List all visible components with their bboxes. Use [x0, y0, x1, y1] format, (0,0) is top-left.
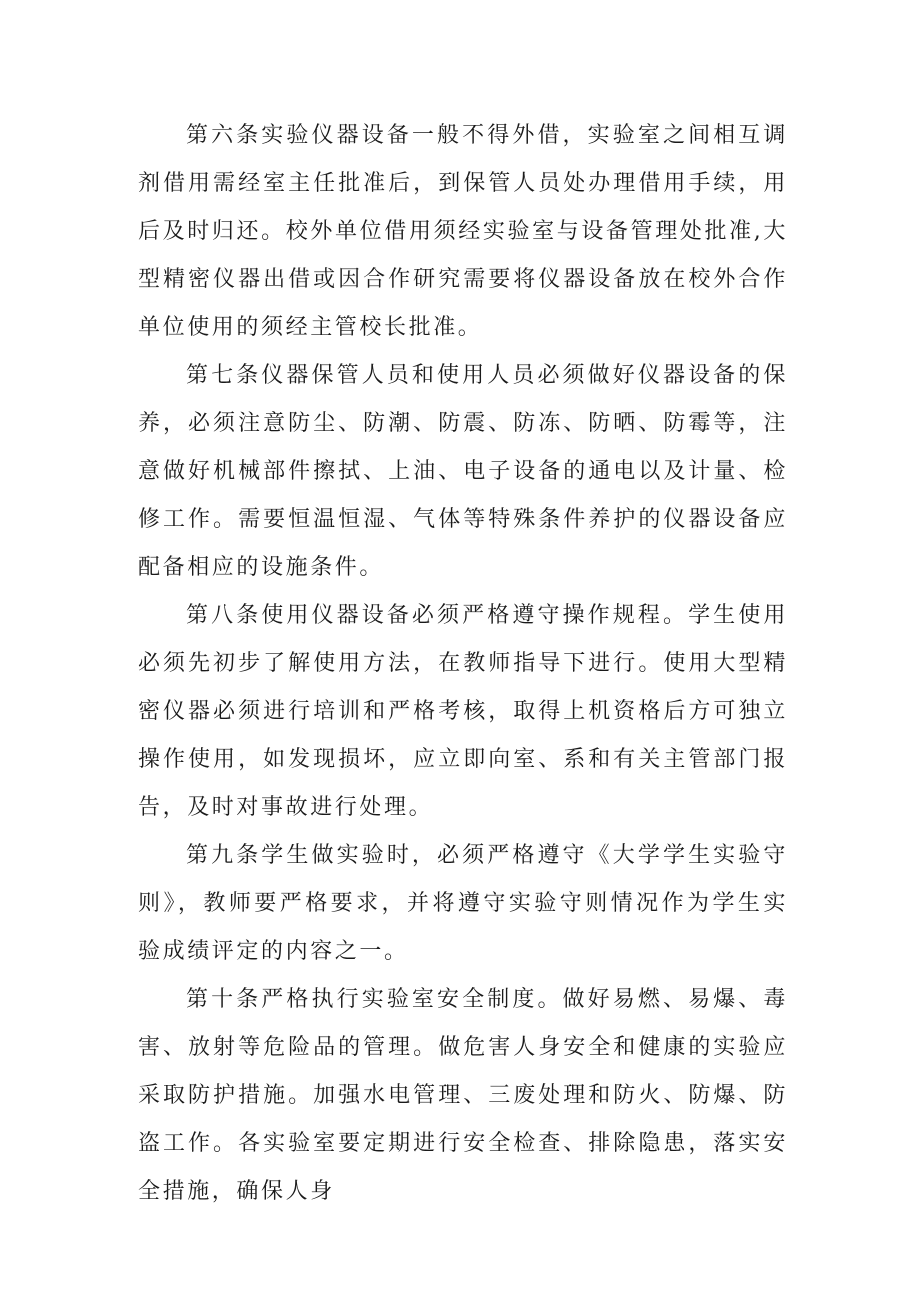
paragraph-article-7: 第七条仪器保管人员和使用人员必须做好仪器设备的保养，必须注意防尘、防潮、防震、防冻、防晒、防霉等，注意做好机械部件擦拭、上油、电子设备的通电以及计量、检修工作。需要恒温恒湿、气体等特殊条件养护的仪器设备应配备相应的设施条件。	[138, 363, 788, 580]
paragraph-article-8: 第八条使用仪器设备必须严格遵守操作规程。学生使用必须先初步了解使用方法，在教师指导下进行。使用大型精密仪器必须进行培训和严格考核，取得上机资格后方可独立操作使用，如发现损坏，应立即向室、系和有关主管部门报告，及时对事故进行处理。	[138, 603, 788, 820]
paragraph-article-10: 第十条严格执行实验室安全制度。做好易燃、易爆、毒害、放射等危险品的管理。做危害人身安全和健康的实验应采取防护措施。加强水电管理、三废处理和防火、防爆、防盗工作。各实验室要定期进行安全检查、排除隐患，落实安全措施，确保人身	[138, 987, 788, 1204]
document-body	[138, 112, 788, 1216]
paragraph-article-6: 第六条实验仪器设备一般不得外借，实验室之间相互调剂借用需经室主任批准后，到保管人员处办理借用手续，用后及时归还。校外单位借用须经实验室与设备管理处批准,大型精密仪器出借或因合作研究需要将仪器设备放在校外合作单位使用的须经主管校长批准。	[138, 123, 788, 340]
paragraph-article-9: 第九条学生做实验时，必须严格遵守《大学学生实验守则》，教师要严格要求，并将遵守实验守则情况作为学生实验成绩评定的内容之一。	[138, 843, 788, 964]
